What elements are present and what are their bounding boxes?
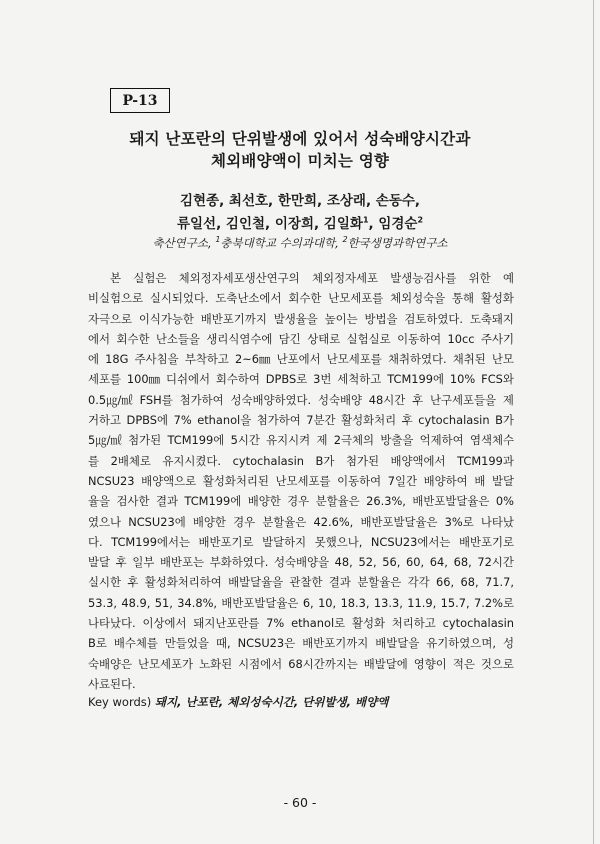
- abstract-line: 53.3, 48.9, 51, 34.8%, 배반포발달율은 6, 10, 18.3, 13.3, 11.9, 15.7, 7.2%로: [88, 595, 514, 610]
- abstract-line: 율을 검사한 결과 TCM199에 배양한 경우 분할율은 26.3%, 배반포발달율은 0%: [88, 494, 514, 509]
- abstract-line: 에 18G 주사침을 부착하고 2~6㎜ 난포에서 난모세포를 채취하였다. 채취된 난모: [88, 352, 514, 367]
- title-line-1: 돼지 난포란의 단위발생에 있어서 성숙배양시간과: [129, 130, 471, 148]
- affiliation-sup-2: 2: [342, 235, 348, 245]
- affiliation-b: 충북대학교 수의과대학,: [220, 236, 343, 250]
- authors-sup-2: 2: [417, 215, 424, 225]
- abstract-line: 나타났다. 이상에서 돼지난포란를 7% ethanol로 활성화 처리하고 cytochalasin: [88, 616, 514, 631]
- authors-line-2: [0, 212, 600, 232]
- abstract-line: 였으나 NCSU23에 배양한 경우 분할율은 42.6%, 배반포발달율은 3%로 나타났: [88, 514, 514, 529]
- keywords: [88, 694, 388, 710]
- abstract-line: 세포를 100㎜ 디쉬에서 회수하여 DPBS로 3번 세척하고 TCM199에 10% FCS와: [88, 372, 514, 387]
- authors-line-1: 김현종, 최선호, 한만희, 조상래, 손동수,: [179, 193, 421, 209]
- abstract-body: [88, 268, 514, 694]
- affiliation-sup-1: 1: [215, 235, 221, 245]
- title-line-2: 체외배양액이 미치는 영향: [210, 152, 390, 170]
- abstract-line: 거하고 DPBS에 7% ethanol을 첨가하여 7분간 활성화처리 후 cytochalasin B가: [88, 413, 514, 428]
- abstract-line: 0.5㎍/㎖ FSH를 첨가하여 성숙배양하였다. 성숙배양 48시간 후 난구세포들을 제: [88, 392, 514, 407]
- affiliation-c: 한국생명과학연구소: [347, 236, 448, 250]
- abstract-line: 본 실험은 체외정자세포생산연구의 체외정자세포 발생능검사를 위한 예: [110, 271, 514, 285]
- authors-text-a: 류일선, 김인철, 이장희, 김일화: [176, 216, 363, 232]
- page-number: - 60 -: [283, 795, 317, 810]
- keywords-values: 돼지, 난포란, 체외성숙시간, 단위발생, 배양액: [154, 695, 389, 709]
- abstract-line: 를 2배체로 유지시켰다. cytochalasin B가 첨가된 배양액에서 TCM199과: [88, 453, 514, 468]
- abstract-line: NCSU23 배양액으로 활성화처리된 난모세포를 이동하여 7일간 배양하여 배 발달: [88, 473, 514, 488]
- abstract-line: 사료된다.: [88, 676, 136, 691]
- abstract-line: 비실험으로 실시되었다. 도축난소에서 회수한 난모세포를 체외성숙을 통해 활성화: [88, 291, 514, 306]
- keywords-label: Key words): [88, 695, 152, 709]
- abstract-line: B로 배수체를 만들었을 때, NCSU23은 배반포기까지 배발달을 유기하였으며, 성: [88, 636, 514, 651]
- abstract-line: 5㎍/㎖ 첨가된 TCM199에 5시간 유지시켜 제 2극체의 방출을 억제하여 염색체수: [88, 433, 514, 448]
- authors-text-b: , 임경순: [368, 216, 418, 232]
- abstract-line: 실시한 후 활성화처리하여 배발달율을 관찰한 결과 분할율은 각각 66, 68, 71.7,: [88, 575, 514, 590]
- affiliations: [0, 235, 600, 251]
- affiliation-a: 축산연구소,: [152, 236, 216, 250]
- abstract-line: 다. TCM199에서는 배반포기로 발달하지 못했으나, NCSU23에서는 배반포기로: [88, 534, 514, 549]
- authors-sup-1: 1: [362, 215, 369, 225]
- poster-code-box: P-13: [110, 88, 170, 113]
- abstract-line: 에서 회수한 난소들을 생리식염수에 담긴 상태로 실험실로 이동하여 10cc 주사기: [88, 331, 514, 346]
- abstract-line: 자극으로 이식가능한 배반포기까지 발생율을 높이는 방법을 검토하였다. 도축돼지: [88, 311, 514, 326]
- abstract-line: 숙배양은 난모세포가 노화된 시점에서 68시간까지는 배발달에 영향이 적은 것으로: [88, 656, 514, 671]
- abstract-line: 발달 후 일부 배반포는 부화하였다. 성숙배양을 48, 52, 56, 60, 64, 68, 72시간: [88, 555, 514, 570]
